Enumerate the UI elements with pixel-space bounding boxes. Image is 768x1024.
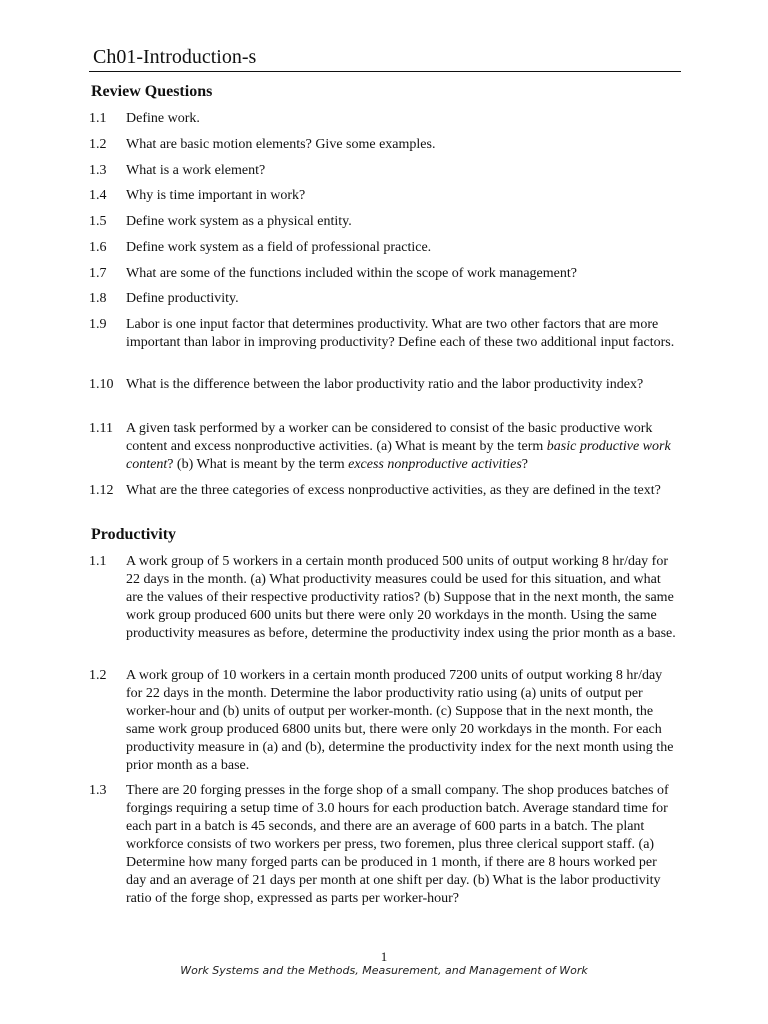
item-number: 1.2	[89, 137, 107, 152]
item-number: 1.8	[89, 291, 107, 306]
list-item	[89, 136, 679, 154]
item-number: 1.3	[89, 783, 107, 798]
item-number: 1.12	[89, 483, 114, 498]
page-footer: Work Systems and the Methods, Measurement, and Management of Work	[180, 964, 588, 977]
item-number: 1.1	[89, 554, 107, 569]
item-text: A work group of 5 workers in a certain month produced 500 units of output working 8 hr/day for 22 days in the month. (a) What productivity measures could be used for this situation, and what are the values of their respective productivity ratios? (b) Suppose that in the next month, the same work group produced 600 units but there were only 20 workdays in the month. Using the same productivity measures as before, determine the productivity index using the prior month as a base.	[126, 554, 676, 641]
item-number: 1.9	[89, 317, 107, 332]
list-item	[89, 420, 679, 474]
item-number: 1.6	[89, 240, 107, 255]
item-number: 1.10	[89, 377, 114, 392]
item-number: 1.5	[89, 214, 107, 229]
list-item	[89, 213, 679, 231]
item-text: Define work system as a field of professional practice.	[126, 240, 432, 255]
item-text: Define work system as a physical entity.	[126, 214, 352, 229]
item-text-emphasis: excess nonproductive activities	[348, 457, 522, 472]
item-text-part: A given task performed by a worker can be considered to consist of the basic productive work content and excess nonproductive activities. (a) What is meant by the term	[126, 421, 653, 454]
document-title: Ch01-Introduction-s	[93, 46, 257, 68]
item-text: Why is time important in work?	[126, 188, 306, 203]
item-text: A work group of 10 workers in a certain month produced 7200 units of output working 8 hr/day for 22 days in the month. Determine the labor productivity ratio using (a) units of output per worker-hour and (b) units of output per worker-month. (c) Suppose that in the next month, the same work group produced 6800 units but, there were only 20 workdays in the month. For each productivity measure in (a) and (b), determine the productivity index for the next month using the prior month as a base.	[126, 668, 674, 773]
list-item	[89, 187, 679, 205]
item-text-part: ?	[521, 457, 528, 472]
list-item	[89, 667, 679, 775]
list-item	[89, 376, 679, 394]
list-item	[89, 162, 679, 180]
item-number: 1.1	[89, 111, 107, 126]
item-text-part: ? (b) What is meant by the term	[167, 457, 349, 472]
list-item	[89, 239, 679, 257]
page-number: 1	[380, 949, 388, 964]
list-item	[89, 782, 679, 908]
item-text: What is the difference between the labor productivity ratio and the labor productivity index?	[126, 377, 644, 392]
item-text: Define work.	[126, 111, 200, 126]
review-questions-heading: Review Questions	[91, 83, 213, 100]
item-text: What is a work element?	[126, 163, 266, 178]
item-text: Labor is one input factor that determines productivity. What are two other factors that are more important than labor in improving productivity? Define each of these two additional input factors.	[126, 317, 675, 350]
item-text: There are 20 forging presses in the forge shop of a small company. The shop produces batches of forgings requiring a setup time of 3.0 hours for each production batch. Average standard time for each part in a batch is 45 seconds, and there are an average of 600 parts in a batch. The plant workforce consists of two workers per press, two foremen, plus three clerical support staff. (a) Determine how many forged parts can be produced in 1 month, if there are 8 hours worked per day and an average of 21 days per month at one shift per day. (b) What is the labor productivity ratio of the forge shop, expressed as parts per worker-hour?	[126, 783, 669, 906]
list-item	[89, 110, 679, 128]
item-text	[126, 420, 678, 474]
productivity-heading: Productivity	[91, 526, 177, 543]
list-item	[89, 482, 679, 500]
list-item	[89, 316, 679, 352]
item-number: 1.11	[89, 421, 113, 436]
item-number: 1.3	[89, 163, 107, 178]
item-text-emphasis: basic productive work content	[126, 439, 671, 472]
item-number: 1.2	[89, 668, 107, 683]
item-number: 1.7	[89, 266, 107, 281]
list-item	[89, 265, 679, 283]
title-divider	[89, 71, 681, 72]
item-text: What are some of the functions included within the scope of work management?	[126, 266, 577, 281]
item-text: What are basic motion elements? Give some examples.	[126, 137, 436, 152]
list-item	[89, 553, 679, 643]
item-number: 1.4	[89, 188, 107, 203]
item-text: Define productivity.	[126, 291, 239, 306]
list-item	[89, 290, 679, 308]
item-text: What are the three categories of excess nonproductive activities, as they are defined in the text?	[126, 483, 661, 498]
